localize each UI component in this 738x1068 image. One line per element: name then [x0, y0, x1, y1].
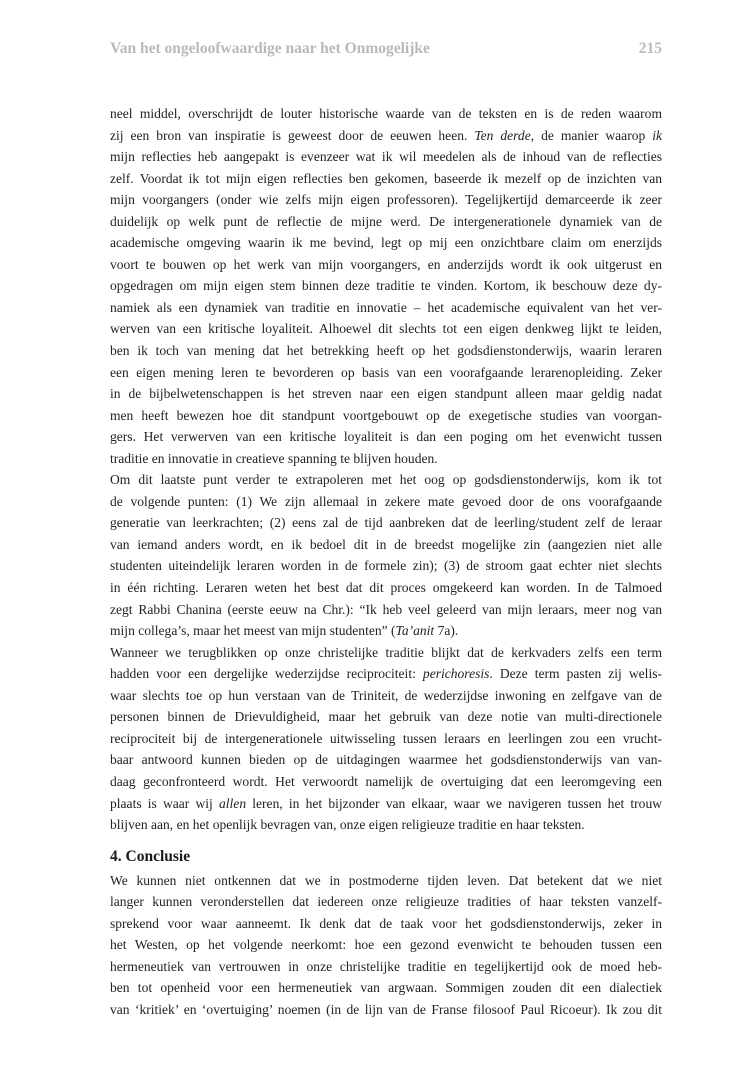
text-line: van ‘kritiek’ en ‘overtuiging’ noemen (in de lijn van de Franse filosoof Paul Ricoeur). Ik zou dit [110, 1001, 662, 1017]
text-line: voort te bouwen op het werk van mijn voorgangers, en anderzijds wordt ik ook uitgerust en [110, 256, 662, 272]
text-line: We kunnen niet ontkennen dat we in postmoderne tijden leven. Dat betekent dat we niet [110, 872, 662, 888]
text-line: neel middel, overschrijdt de louter historische waarde van de teksten en is de reden waarom [110, 106, 662, 121]
text-line: werven van een kritische loyaliteit. Alhoewel dit slechts tot een eigen denkweg lijkt te leiden, [110, 321, 662, 337]
paragraph-1-end [110, 448, 662, 470]
text-line: zelf. Voordat ik tot mijn eigen reflecties ben gekomen, baseerde ik mezelf op de inzichten van [110, 170, 662, 186]
emphasis: ik [652, 127, 662, 143]
text-run: mijn collega’s, maar het meest van mijn studenten” ( [110, 623, 396, 639]
text-line: traditie en innovatie in creatieve spanning te blijven houden. [110, 450, 438, 466]
text-line: opgedragen om mijn eigen stem binnen deze traditie te vinden. Kortom, ik beschouw deze dy- [110, 278, 662, 294]
text-run: . Deze term pasten zij welis- [489, 666, 662, 682]
text-run: , de manier waarop [530, 127, 653, 143]
text-line: academische omgeving waarin ik me bevind, legt op mij een onzichtbare claim om enerzijds [110, 235, 662, 251]
text-line: langer kunnen veronderstellen dat iedereen onze religieuze tradities of haar teksten vanzelf- [110, 894, 662, 910]
paragraph-2-end [110, 620, 662, 642]
text-line: het Westen, op het volgende neerkomt: hoe een gezond evenwicht te behouden tussen een [110, 937, 662, 953]
text-run: plaats is waar wij [110, 795, 219, 811]
text-line: waar slechts toe op hun verstaan van de Triniteit, de wederzijdse inwoning en zelfgave van de [110, 687, 662, 703]
text-line: reciprociteit bij de intergenerationele uitwisseling tussen leraars en leerlingen zou een vrucht- [110, 730, 662, 746]
text-line [110, 125, 662, 147]
running-head [110, 40, 662, 58]
text-line: in één richting. Leraren weten het best dat dit proces omgekeerd kan worden. In de Talmoed [110, 580, 662, 596]
text-line: Om dit laatste punt verder te extrapoleren met het oog op godsdienstonderwijs, kom ik tot [110, 472, 662, 488]
emphasis: perichoresis [422, 666, 490, 682]
text-run: 7a). [434, 623, 459, 639]
text-line: ben tot openheid voor een hermeneutiek van argwaan. Sommigen zouden dit een dialectiek [110, 980, 662, 996]
emphasis: allen [219, 795, 247, 811]
text-line: studenten uiteindelijk leraren worden in de formele zin); (3) de stroom gaat echter niet slechts [110, 558, 662, 574]
text-line: zegt Rabbi Chanina (eerste eeuw na Chr.): “Ik heb veel geleerd van mijn leraars, meer nog van [110, 601, 662, 617]
text-run: leren, in het bijzonder van elkaar, waar we navigeren tussen het trouw [246, 795, 663, 811]
running-title: Van het ongeloofwaardige naar het Onmogelijke [110, 40, 430, 57]
text-line [110, 793, 662, 815]
text-line: namiek als een dynamiek van traditie en innovatie – het academische equivalent van het ver- [110, 299, 662, 315]
text-line: baar antwoord kunnen bieden op de uitdagingen waarmee het godsdienstonderwijs van van- [110, 752, 662, 768]
text-run: hadden voor een dergelijke wederzijdse reciprociteit: [110, 666, 423, 682]
text-line: duidelijk op welk punt de reflectie de mijne werd. De intergenerationele dynamiek van de [110, 213, 662, 229]
text-line: men heeft bewezen hoe dit standpunt voortgebouwt op de exegetische studies van voorgan- [110, 407, 662, 423]
paragraph-2 [110, 469, 662, 620]
paragraph-3-end [110, 814, 662, 836]
text-line: ben ik toch van mening dat het betrekking heeft op het godsdienstonderwijs, waarin leraren [110, 343, 662, 359]
paragraph-1 [110, 103, 662, 448]
text-line: Wanneer we terugblikken op onze christelijke traditie blijkt dat de kerkvaders zelfs een term [110, 644, 662, 660]
emphasis: Ta’anit [395, 623, 435, 639]
text-line: in de bijbelwetenschappen is het streven naar een eigen standpunt alleen maar geldig nadat [110, 386, 662, 402]
text-line: een eigen mening leren te bevorderen op basis van een voorafgaande lerarenopleiding. Zeker [110, 364, 662, 380]
text-line: de volgende punten: (1) We zijn allemaal in zekere mate gevoed door de ons voorafgaande [110, 493, 662, 509]
text-line: hermeneutiek van vertrouwen in onze christelijke traditie en tegelijkertijd ook de moed heb- [110, 958, 662, 974]
text-line: sprekend voor waar aanneemt. Ik denk dat de taak voor het godsdienstonderwijs, zeker in [110, 915, 662, 931]
paragraph-3 [110, 642, 662, 814]
paragraph-4 [110, 870, 662, 1021]
text-line: blijven aan, en het openlijk bevragen van, onze eigen religieuze traditie en haar teksten. [110, 817, 585, 833]
text-line: mijn reflecties heb aangepakt is evenzeer wat ik wil meedelen als de inhoud van de reflecties [110, 149, 662, 165]
text-line [110, 663, 662, 685]
section-heading: 4. Conclusie [110, 847, 191, 865]
text-line: gers. Het verwerven van een kritische loyaliteit is dan een poging om het evenwicht tussen [110, 429, 662, 445]
emphasis: Ten derde [474, 127, 531, 143]
page-number: 215 [638, 40, 662, 57]
text-line: personen binnen de Drievuldigheid, maar het gebruik van deze notie van multi-directionele [110, 709, 662, 725]
text-line [110, 620, 662, 642]
text-line: daag geconfronteerd wordt. Het verwoordt namelijk de overtuiging dat een leeromgeving een [110, 773, 662, 789]
body-text [110, 103, 662, 1020]
text-line: mijn voorgangers (onder wie zelfs mijn eigen professoren). Tegelijkertijd demarceerde ik zeer [110, 192, 662, 208]
text-line: generatie van leerkrachten; (2) eens zal de tijd aanbreken dat de leerling/student zelf de leraar [110, 515, 662, 531]
text-run: zij een bron van inspiratie is geweest door de eeuwen heen. [110, 127, 475, 143]
text-line: van iemand anders wordt, en ik bedoel dit in de breedst mogelijke zin (aangezien niet alle [110, 536, 662, 552]
